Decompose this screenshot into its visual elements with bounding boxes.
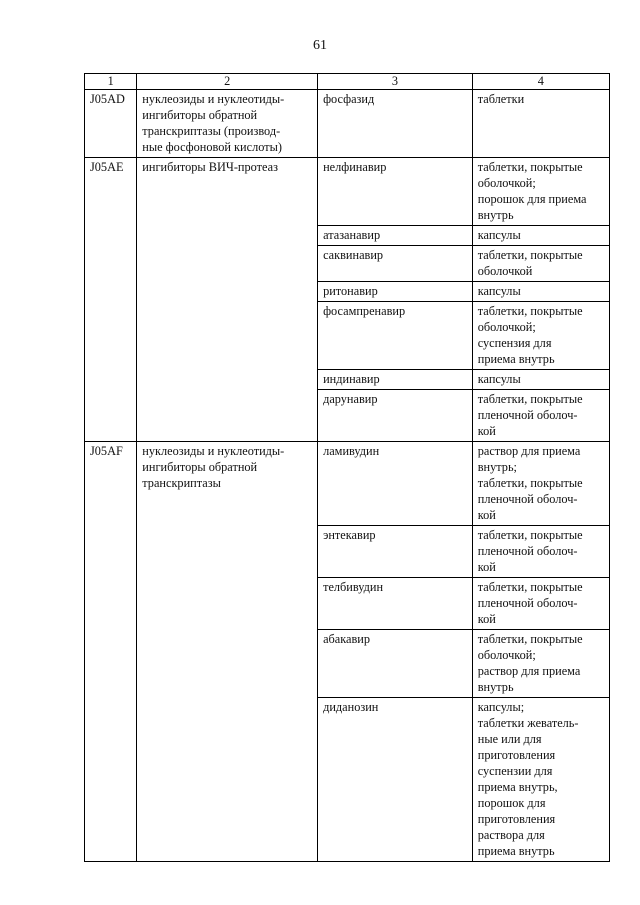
table-row <box>85 158 610 226</box>
page-number: 61 <box>313 38 327 53</box>
drug-name-cell: ламивудин <box>318 442 473 526</box>
dosage-form-cell: таблетки <box>472 90 609 158</box>
column-header: 2 <box>137 74 318 90</box>
dosage-form-cell: таблетки, покрытые пленочной оболоч- кой <box>472 578 609 630</box>
drug-name-cell: фосфазид <box>318 90 473 158</box>
drug-name-cell: ритонавир <box>318 282 473 302</box>
column-header: 3 <box>318 74 473 90</box>
group-name-cell: нуклеозиды и нуклеотиды- ингибиторы обратной транскриптазы <box>137 442 318 862</box>
drug-name-cell: дарунавир <box>318 390 473 442</box>
dosage-form-cell: капсулы <box>472 226 609 246</box>
dosage-form-cell: капсулы; таблетки жеватель- ные или для приготовления суспензии для приема внутрь, порошок для приготовления раствора для приема внутрь <box>472 698 609 862</box>
drug-name-cell: атазанавир <box>318 226 473 246</box>
table-header-row <box>85 74 610 90</box>
dosage-form-cell: капсулы <box>472 282 609 302</box>
dosage-form-cell: таблетки, покрытые пленочной оболоч- кой <box>472 526 609 578</box>
drug-name-cell: индинавир <box>318 370 473 390</box>
drug-name-cell: диданозин <box>318 698 473 862</box>
table-row <box>85 90 610 158</box>
drug-name-cell: саквинавир <box>318 246 473 282</box>
group-name-cell: нуклеозиды и нуклеотиды- ингибиторы обратной транскриптазы (производ- ные фосфоновой кислоты) <box>137 90 318 158</box>
drug-name-cell: абакавир <box>318 630 473 698</box>
atc-code-cell: J05AF <box>85 442 137 862</box>
column-header: 4 <box>472 74 609 90</box>
dosage-form-cell: таблетки, покрытые оболочкой; порошок для приема внутрь <box>472 158 609 226</box>
drug-name-cell: фосампренавир <box>318 302 473 370</box>
column-header: 1 <box>85 74 137 90</box>
table-row <box>85 442 610 526</box>
atc-code-cell: J05AD <box>85 90 137 158</box>
dosage-form-cell: раствор для приема внутрь; таблетки, покрытые пленочной оболоч- кой <box>472 442 609 526</box>
dosage-form-cell: таблетки, покрытые оболочкой <box>472 246 609 282</box>
drug-classification-table <box>84 73 610 862</box>
dosage-form-cell: таблетки, покрытые оболочкой; раствор для приема внутрь <box>472 630 609 698</box>
group-name-cell: ингибиторы ВИЧ-протеаз <box>137 158 318 442</box>
drug-name-cell: нелфинавир <box>318 158 473 226</box>
drug-name-cell: энтекавир <box>318 526 473 578</box>
dosage-form-cell: таблетки, покрытые оболочкой; суспензия для приема внутрь <box>472 302 609 370</box>
dosage-form-cell: капсулы <box>472 370 609 390</box>
drug-name-cell: телбивудин <box>318 578 473 630</box>
dosage-form-cell: таблетки, покрытые пленочной оболоч- кой <box>472 390 609 442</box>
atc-code-cell: J05AE <box>85 158 137 442</box>
